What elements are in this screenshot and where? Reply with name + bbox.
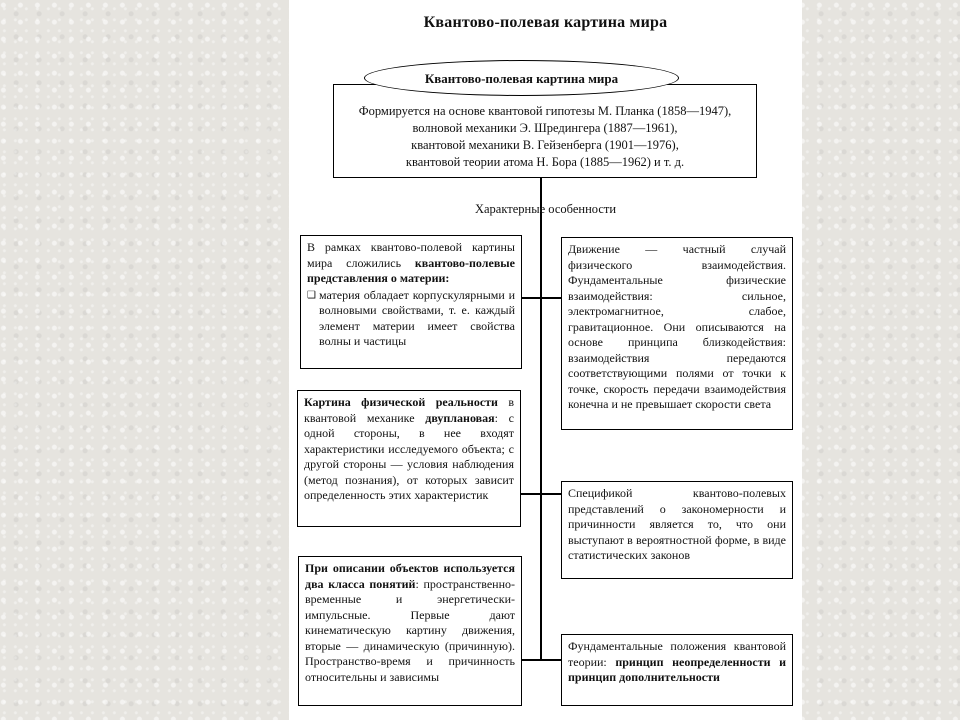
branch-right-1 [540,297,561,299]
box-bold-text: квантово-полевые представления о материи: [307,255,515,285]
box-bold-text: двуплановая [425,410,495,425]
origin-line: квантовой механики В. Гейзенберга (1901—1976), [411,138,679,152]
box-text: Движение — частный случай физического взаимодействия. Фундаментальные физические взаимодействия: сильное, электромагнитное, слабое, гравитационное. Они описываются на основе принципа близкодействия: взаимодействия передаются соответствующими полями от точки к точке, скорость передачи взаимодействия конечна и не превышает скорости света [568,242,786,411]
box-text: в квантовой механике [304,395,514,425]
physical-reality-box [297,390,521,527]
fundamental-principles-box [561,634,793,706]
concepts-box [298,556,522,706]
origin-box [333,84,757,178]
box-bold-text: При описании объектов используется два класса понятий [305,561,515,591]
bullet-item [307,288,515,350]
page-title: Квантово-полевая картина мира [423,14,668,31]
trunk-line [540,178,542,660]
origin-line: Формируется на основе квантовой гипотезы М. Планка (1858—1947), [358,104,732,118]
box-text: Спецификой квантово-полевых представлений о закономерности и причинности является то, что они выступают в вероятностной форме, в виде статистических законов [568,486,786,562]
branch-right-2 [540,493,561,495]
causality-box [561,481,793,579]
motion-box [561,237,793,430]
box-bold-text: Картина физической реальности [304,395,498,409]
ellipse-title: Квантово-полевая картина мира [424,71,619,86]
title-ellipse [364,60,679,96]
box-text: Фундаментальные положения квантовой теории: [568,639,786,669]
box-text: : пространственно-временные и энергетически-импульсные. Первые дают кинематическую картину движения, вторые — динамическую (причинную). Пространство-время и причинность относительны и зависимы [305,576,515,684]
branch-left-1 [521,297,541,299]
square-bullet-icon: ❑ [307,289,316,301]
box-text: : с одной стороны, в нее входят характеристики исследуемого объекта; с другой стороны — условия наблюдения (метод познания), от которых зависит определенность этих характеристик [304,410,514,502]
origin-line: волновой механики Э. Шредингера (1887—1961), [412,121,678,135]
branch-left-2 [521,493,541,495]
branch-left-3 [521,659,541,661]
origin-line: квантовой теории атома Н. Бора (1885—1962) и т. д. [405,155,685,169]
document-page [289,0,802,720]
box-text: В рамках квантово-полевой картины мира сложились [307,240,515,270]
branch-right-3 [540,659,561,661]
bullet-text: материя обладает корпускулярными и волновыми свойствами, т. е. каждый элемент материи имеет свойства волны и частицы [319,287,515,348]
section-label: Характерные особенности [474,202,617,216]
matter-representation-box [300,235,522,369]
box-bold-text: принцип неопределенности и принцип дополнительности [568,654,786,684]
